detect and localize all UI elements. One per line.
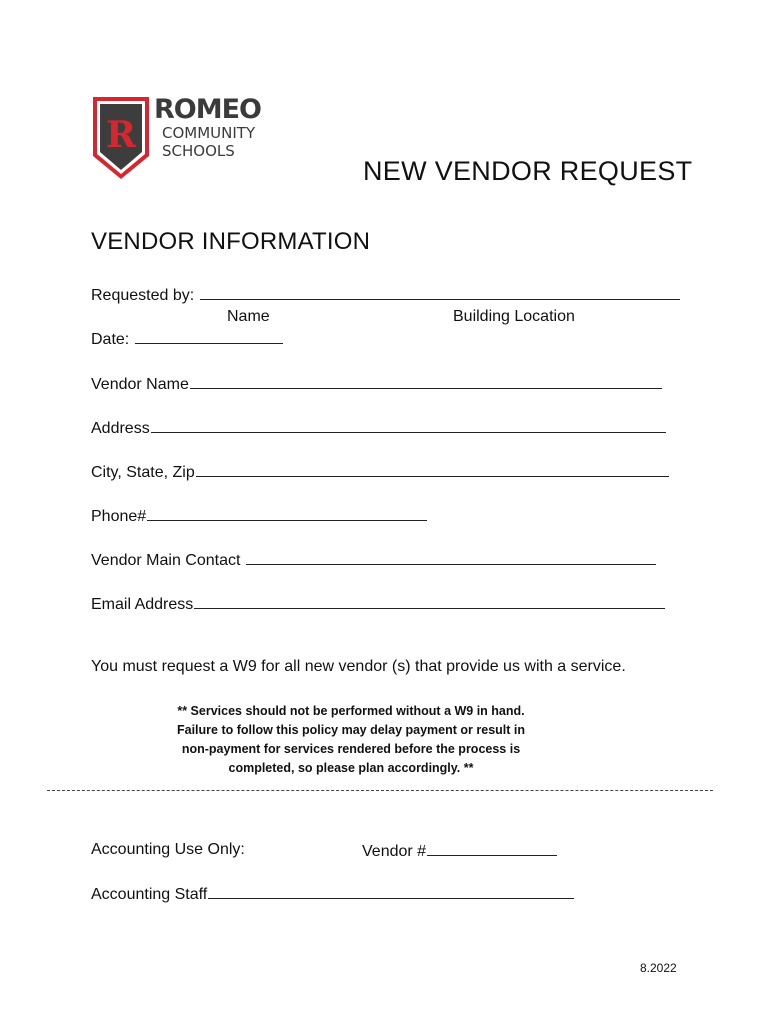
address-input[interactable] xyxy=(151,418,666,433)
accounting-use-only-label: Accounting Use Only: xyxy=(91,841,245,858)
accounting-staff-input[interactable] xyxy=(208,884,574,899)
vendor-main-contact-label: Vendor Main Contact xyxy=(91,552,241,569)
requested-by-input[interactable] xyxy=(200,285,680,300)
phone-label: Phone# xyxy=(91,508,147,525)
w9-notice: You must request a W9 for all new vendor (s) that provide us with a service. xyxy=(91,658,626,675)
form-version: 8.2022 xyxy=(640,961,677,975)
date-label: Date: xyxy=(91,331,130,348)
email-address-row xyxy=(91,594,665,614)
w9-warning: ** Services should not be performed without a W9 in hand. Failure to follow this policy may delay payment or result in non-payment for services rendered before the process is completed, so please plan accordingly. ** xyxy=(177,704,525,775)
phone-input[interactable] xyxy=(147,506,427,521)
vendor-number-input[interactable] xyxy=(427,841,557,856)
vendor-name-label: Vendor Name xyxy=(91,376,189,393)
school-logo xyxy=(92,94,262,182)
name-sublabel: Name xyxy=(227,308,270,325)
city-state-zip-label: City, State, Zip xyxy=(91,464,195,481)
vendor-name-row xyxy=(91,374,662,394)
page-title: NEW VENDOR REQUEST xyxy=(363,156,693,186)
date-row xyxy=(91,329,283,349)
shield-letter: R xyxy=(106,114,136,156)
address-row xyxy=(91,418,666,438)
vendor-number-row xyxy=(362,841,557,861)
vendor-name-input[interactable] xyxy=(190,374,662,389)
address-label: Address xyxy=(91,420,150,437)
section-heading: VENDOR INFORMATION xyxy=(91,228,371,255)
logo-schools-text: SCHOOLS xyxy=(162,142,235,160)
accounting-staff-label: Accounting Staff xyxy=(91,886,208,903)
shield-icon xyxy=(92,96,150,180)
email-address-label: Email Address xyxy=(91,596,194,613)
dashed-divider xyxy=(47,790,713,791)
accounting-staff-row xyxy=(91,884,574,904)
email-address-input[interactable] xyxy=(194,594,665,609)
city-state-zip-input[interactable] xyxy=(196,462,669,477)
vendor-main-contact-row xyxy=(91,550,656,570)
logo-community-text: COMMUNITY xyxy=(162,124,256,142)
date-input[interactable] xyxy=(135,329,283,344)
requested-by-label: Requested by: xyxy=(91,287,195,304)
vendor-main-contact-input[interactable] xyxy=(246,550,656,565)
requested-by-row xyxy=(91,285,680,305)
city-state-zip-row xyxy=(91,462,669,482)
phone-row xyxy=(91,506,427,526)
building-location-sublabel: Building Location xyxy=(453,308,575,325)
vendor-number-label: Vendor # xyxy=(362,843,427,860)
logo-romeo-text: ROMEO xyxy=(154,94,262,125)
